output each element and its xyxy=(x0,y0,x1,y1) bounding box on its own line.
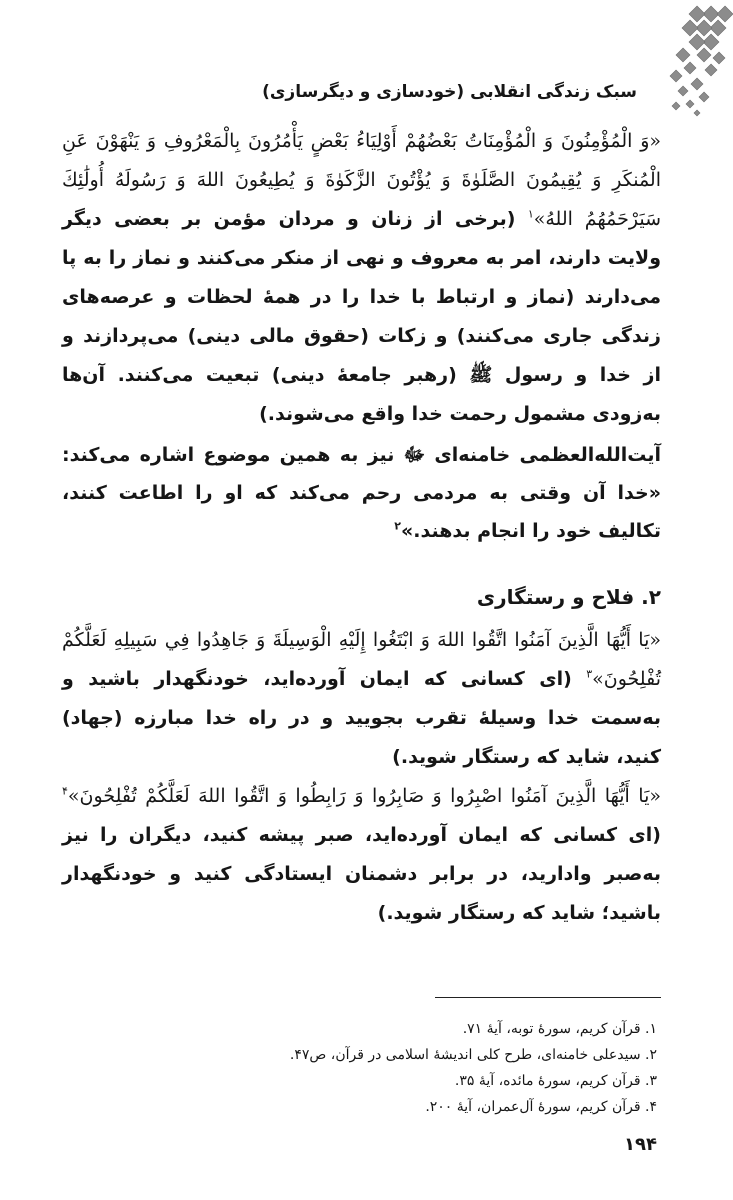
verse-block-2 xyxy=(62,621,661,777)
footnote-ref-1: ۱ xyxy=(527,207,534,221)
section-heading: ۲. فلاح و رستگاری xyxy=(476,585,661,609)
verse-text-2: «يَا أَيُّهَا الَّذِينَ آمَنُوا اتَّقُوا اللهَ وَ ابْتَغُوا إِلَيْهِ الْوَسِيلَةَ وَ جَاهِدُوا فِي سَبِيلِهِ لَعَلَّكُمْ تُفْلِحُونَ» xyxy=(62,629,661,690)
footnote-1: ۱. قرآن کریم، سورهٔ توبه، آیهٔ ۷۱. xyxy=(462,1021,657,1037)
verse-translation-3: (ای کسانی که ایمان آورده‌اید، صبر پیشه کنید، دیگران را نیز به‌صبر وادارید، در برابر دشمنان ایستادگی کنید و خودنگهدار باشید؛ شاید که رستگار شوید.) xyxy=(62,824,661,924)
diamond-cluster-ornament-icon xyxy=(657,0,733,125)
footnote-divider xyxy=(435,997,661,998)
verse-text-1: «وَ الْمُؤْمِنُونَ وَ الْمُؤْمِنَاتُ بَعْضُهُمْ أَوْلِيَاءُ بَعْضٍ يَأْمُرُونَ بِالْمَعْرُوفِ وَ يَنْهَوْنَ عَنِ الْمُنكَرِ وَ يُقِيمُونَ الصَّلَوٰةَ وَ يُؤْتُونَ الزَّكَوٰةَ وَ يُطِيعُونَ اللهَ وَ رَسُولَهُ أُولَٰئِكَ سَيَرْحَمُهُمُ اللهُ» xyxy=(62,130,661,230)
page-number: ۱۹۴ xyxy=(624,1134,657,1155)
footnotes xyxy=(200,1016,657,1120)
footnote-ref-2: ۲ xyxy=(394,519,401,533)
page-body xyxy=(62,122,661,933)
verse-translation-2: (ای کسانی که ایمان آورده‌اید، خودنگهدار باشید و به‌سمت خدا وسیلهٔ تقرب بجویید و در راه خدا مبارزه (جهاد) کنید، شاید که رستگار شوید.) xyxy=(62,668,661,768)
footnote-ref-3: ۳ xyxy=(586,667,593,681)
quote-paragraph-text: آیت‌الله‌العظمی خامنه‌ای ﷻ نیز به همین موضوع اشاره می‌کند: «خدا آن وقتی به مردمی رحم می‌کند که او را اطاعت کنند، تکالیف خود را انجام بدهند.» xyxy=(62,444,661,542)
footnote-2: ۲. سیدعلی خامنه‌ای، طرح کلی اندیشهٔ اسلامی در قرآن، ص۴۷. xyxy=(289,1047,657,1063)
verse-text-3: «يَا أَيُّهَا الَّذِينَ آمَنُوا اصْبِرُوا وَ صَابِرُوا وَ رَابِطُوا وَ اتَّقُوا اللهَ لَعَلَّكُمْ تُفْلِحُونَ» xyxy=(67,785,661,807)
quote-paragraph xyxy=(62,436,661,550)
verse-translation-1: (برخی از زنان و مردان مؤمن بر بعضی دیگر ولایت دارند، امر به معروف و نهی از منکر می‌کنند و نماز را به پا می‌دارند (نماز و ارتباط با خدا را در همهٔ لحظات و عرصه‌های زندگی جاری می‌کنند) و زکات (حقوق مالی دینی) می‌پردازند و از خدا و رسول ﷺ (رهبر جامعهٔ دینی) تبعیت می‌کنند. آن‌ها به‌زودی مشمول رحمت خدا واقع می‌شوند.) xyxy=(62,208,661,425)
footnote-4: ۴. قرآن کریم، سورهٔ آل‌عمران، آیهٔ ۲۰۰. xyxy=(425,1099,657,1115)
footnote-ref-4: ۴ xyxy=(62,784,68,798)
verse-block-1 xyxy=(62,122,661,434)
running-header-title: سبک زندگی انقلابی (خودسازی و دیگرسازی) xyxy=(262,82,637,102)
footnote-3: ۳. قرآن کریم، سورهٔ مائده، آیهٔ ۳۵. xyxy=(454,1073,657,1089)
verse-block-3 xyxy=(62,777,661,933)
